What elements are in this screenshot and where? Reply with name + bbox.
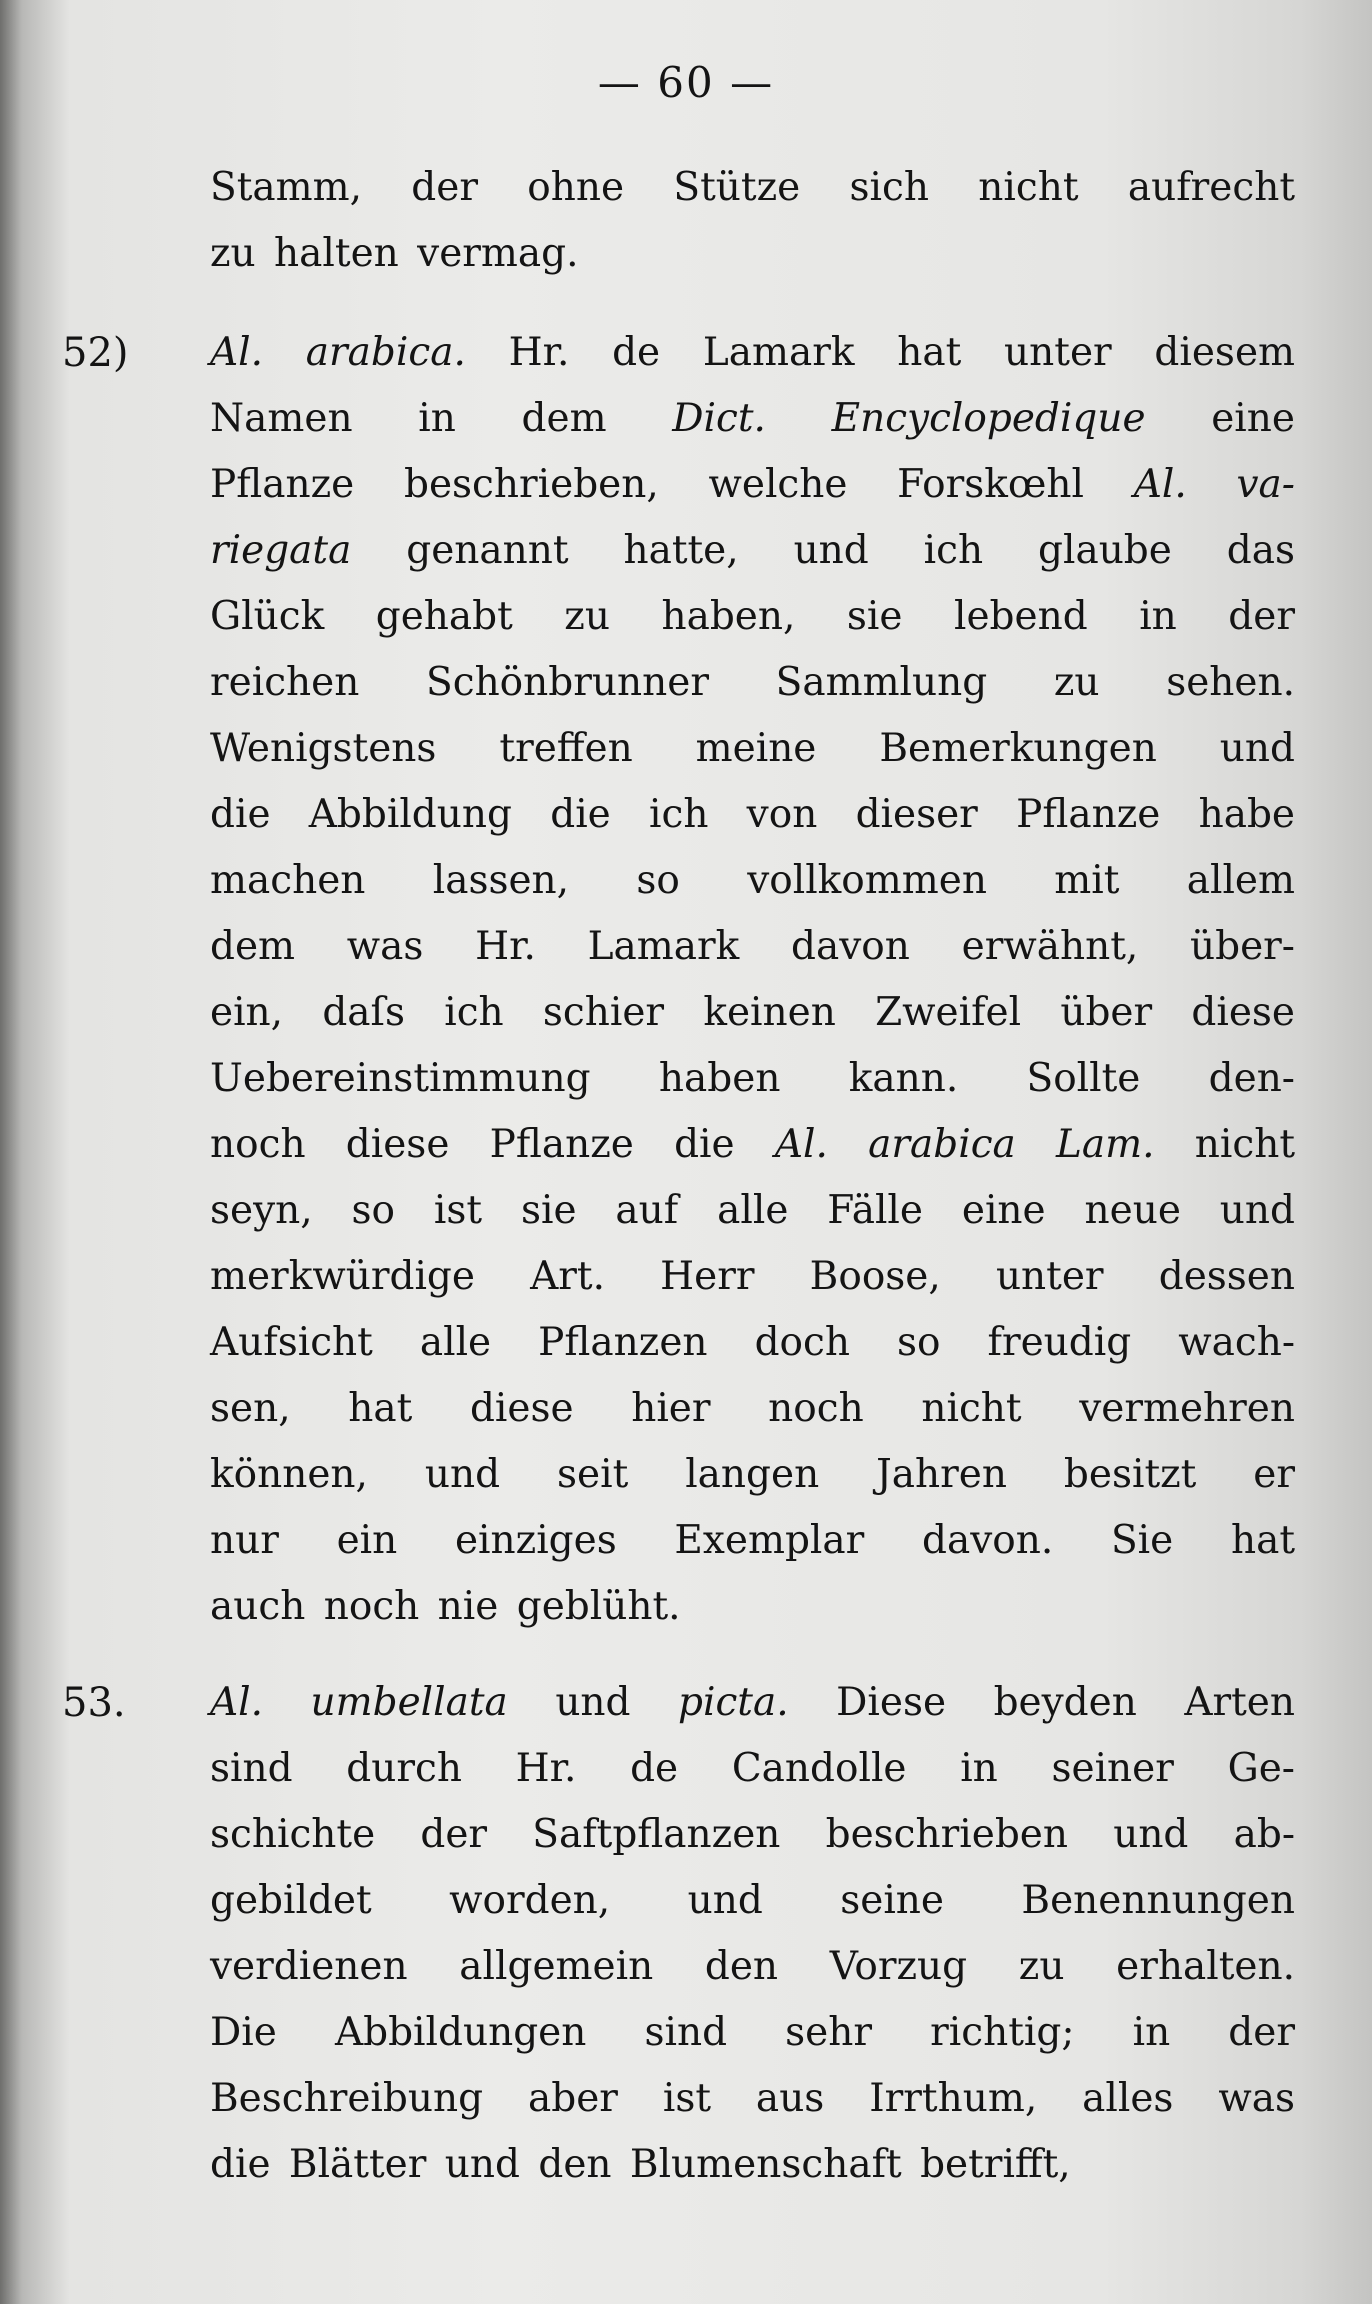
text-line: Beschreibung aber ist aus Irrthum, alles was [210,2076,1295,2121]
text-line: nur ein einziges Exemplar davon. Sie hat [210,1518,1295,1563]
text-line: ein, daſs ich schier keinen Zweifel über diese [210,990,1295,1035]
text-line: machen lassen, so vollkommen mit allem [210,858,1295,903]
text-line: Uebereinstimmung haben kann. Sollte den- [210,1056,1295,1101]
text-line: riegata genannt hatte, und ich glaube das [210,528,1295,573]
text-line: die Blätter und den Blumenschaft betrifft, [210,2142,1071,2187]
text-line: Namen in dem Dict. Encyclopedique eine [210,396,1295,441]
text-line: gebildet worden, und seine Benennungen [210,1878,1295,1923]
entry-number-53: 53. [62,1680,126,1726]
text-line: Die Abbildungen sind sehr richtig; in der [210,2010,1295,2055]
text-line: sen, hat diese hier noch nicht vermehren [210,1386,1295,1431]
text-line: Aufsicht alle Pflanzen doch so freudig wach- [210,1320,1295,1365]
text-line: Al. umbellata und picta. Diese beyden Arten [210,1680,1295,1725]
text-line: Pflanze beschrieben, welche Forskœhl Al. va- [210,462,1295,507]
text-line: reichen Schönbrunner Sammlung zu sehen. [210,660,1295,705]
text-line: Glück gehabt zu haben, sie lebend in der [210,594,1295,639]
text-line: Stamm, der ohne Stütze sich nicht aufrecht [210,165,1295,210]
page-number: — 60 — [597,58,775,107]
text-line: die Abbildung die ich von dieser Pflanze habe [210,792,1295,837]
text-line: dem was Hr. Lamark davon erwähnt, über- [210,924,1295,969]
text-line: können, und seit langen Jahren besitzt er [210,1452,1295,1497]
text-line: Al. arabica. Hr. de Lamark hat unter diesem [210,330,1295,375]
paragraph-entry-53 [210,1670,1295,2198]
text-line: zu halten vermag. [210,231,579,276]
text-line: Wenigstens treffen meine Bemerkungen und [210,726,1295,771]
entry-number-52: 52) [62,330,129,376]
text-line: auch noch nie geblüht. [210,1584,681,1629]
paragraph-continuation [210,155,1295,287]
text-line: schichte der Saftpflanzen beschrieben und ab- [210,1812,1295,1857]
text-line: merkwürdige Art. Herr Boose, unter dessen [210,1254,1295,1299]
text-line: seyn, so ist sie auf alle Fälle eine neue und [210,1188,1295,1233]
text-line: sind durch Hr. de Candolle in seiner Ge- [210,1746,1295,1791]
text-line: verdienen allgemein den Vorzug zu erhalten. [210,1944,1295,1989]
text-line: noch diese Pflanze die Al. arabica Lam. nicht [210,1122,1295,1167]
paragraph-entry-52 [210,320,1295,1640]
